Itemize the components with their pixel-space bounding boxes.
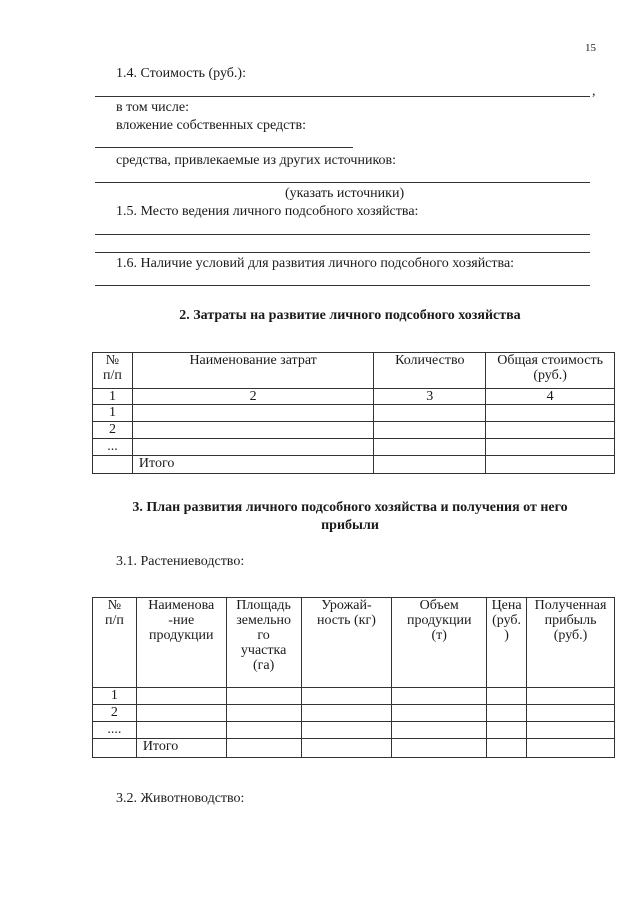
own-funds-line <box>95 147 353 148</box>
header-profit: Полученная прибыль (руб.) <box>527 598 615 688</box>
table-cell <box>486 456 615 474</box>
section-3-2-title: 3.2. Животноводство: <box>116 791 245 806</box>
header-price: Цена (руб. ) <box>487 598 527 688</box>
table-cell <box>374 439 486 456</box>
costs-table <box>92 352 615 474</box>
table-cell <box>226 739 301 758</box>
table-cell <box>487 739 527 758</box>
borrowed-funds-label: средства, привлекаемые из других источников: <box>116 153 397 168</box>
table-cell <box>226 705 301 722</box>
crop-table-header <box>93 598 615 688</box>
including-label: в том числе: <box>116 100 189 115</box>
total-row <box>93 456 615 474</box>
table-cell <box>527 739 615 758</box>
borrowed-funds-line <box>95 182 590 183</box>
conditions-line <box>95 285 590 286</box>
sources-hint: (указать источники) <box>285 186 405 201</box>
header-number: № п/п <box>93 598 137 688</box>
header-number: № п/п <box>93 353 133 389</box>
table-row <box>93 705 615 722</box>
table-cell: 3 <box>374 389 486 405</box>
table-cell: 2 <box>132 389 373 405</box>
table-cell <box>301 705 392 722</box>
table-cell <box>486 439 615 456</box>
table-cell <box>93 456 133 474</box>
location-line-1 <box>95 234 590 235</box>
table-cell: ... <box>93 439 133 456</box>
table-cell <box>392 739 487 758</box>
table-cell <box>487 688 527 705</box>
table-cell <box>301 739 392 758</box>
table-cell <box>487 705 527 722</box>
table-cell <box>226 688 301 705</box>
table-cell <box>132 405 373 422</box>
table-cell <box>226 722 301 739</box>
costs-table-header <box>93 353 615 389</box>
table-cell <box>93 739 137 758</box>
table-cell <box>374 422 486 439</box>
section-1-4-title: 1.4. Стоимость (руб.): <box>116 66 246 81</box>
section-1-6-title: 1.6. Наличие условий для развития личного подсобного хозяйства: <box>116 256 515 271</box>
table-cell <box>486 422 615 439</box>
column-numbering-row <box>93 389 615 405</box>
location-line-2 <box>95 252 590 253</box>
table-cell <box>136 705 226 722</box>
table-cell: 1 <box>93 389 133 405</box>
crop-table <box>92 597 615 758</box>
section-2-title: 2. Затраты на развитие личного подсобного хозяйства <box>179 308 521 323</box>
header-cost-name: Наименование затрат <box>132 353 373 389</box>
table-cell: 1 <box>93 405 133 422</box>
cost-line <box>95 96 590 97</box>
header-product-name: Наименова -ние продукции <box>136 598 226 688</box>
table-cell <box>527 722 615 739</box>
table-row <box>93 439 615 456</box>
table-cell <box>374 405 486 422</box>
total-label: Итого <box>136 739 226 758</box>
table-cell: 2 <box>93 422 133 439</box>
table-row <box>93 422 615 439</box>
table-cell: 4 <box>486 389 615 405</box>
header-land-area: Площадь земельно го участка (га) <box>226 598 301 688</box>
table-cell <box>136 688 226 705</box>
table-cell <box>136 722 226 739</box>
section-3-title-line-1: 3. План развития личного подсобного хозяйства и получения от него <box>132 500 568 515</box>
table-cell <box>527 688 615 705</box>
table-cell <box>392 688 487 705</box>
header-total-cost: Общая стоимость (руб.) <box>486 353 615 389</box>
table-cell <box>392 722 487 739</box>
table-cell <box>132 422 373 439</box>
header-yield: Урожай- ность (кг) <box>301 598 392 688</box>
section-3-title-line-2: прибыли <box>321 518 379 533</box>
table-cell <box>392 705 487 722</box>
table-cell <box>301 722 392 739</box>
table-row <box>93 688 615 705</box>
table-cell: 2 <box>93 705 137 722</box>
table-cell: .... <box>93 722 137 739</box>
header-quantity: Количество <box>374 353 486 389</box>
total-row <box>93 739 615 758</box>
comma-mark: , <box>592 84 596 99</box>
table-cell <box>527 705 615 722</box>
table-row <box>93 405 615 422</box>
total-label: Итого <box>132 456 373 474</box>
table-cell <box>301 688 392 705</box>
table-cell <box>487 722 527 739</box>
header-volume: Объем продукции (т) <box>392 598 487 688</box>
own-funds-label: вложение собственных средств: <box>116 118 306 133</box>
table-cell <box>486 405 615 422</box>
section-3-1-title: 3.1. Растениеводство: <box>116 554 245 569</box>
table-cell <box>132 439 373 456</box>
page-number: 15 <box>585 42 596 54</box>
table-cell <box>374 456 486 474</box>
section-1-5-title: 1.5. Место ведения личного подсобного хозяйства: <box>116 204 419 219</box>
table-cell: 1 <box>93 688 137 705</box>
table-row <box>93 722 615 739</box>
